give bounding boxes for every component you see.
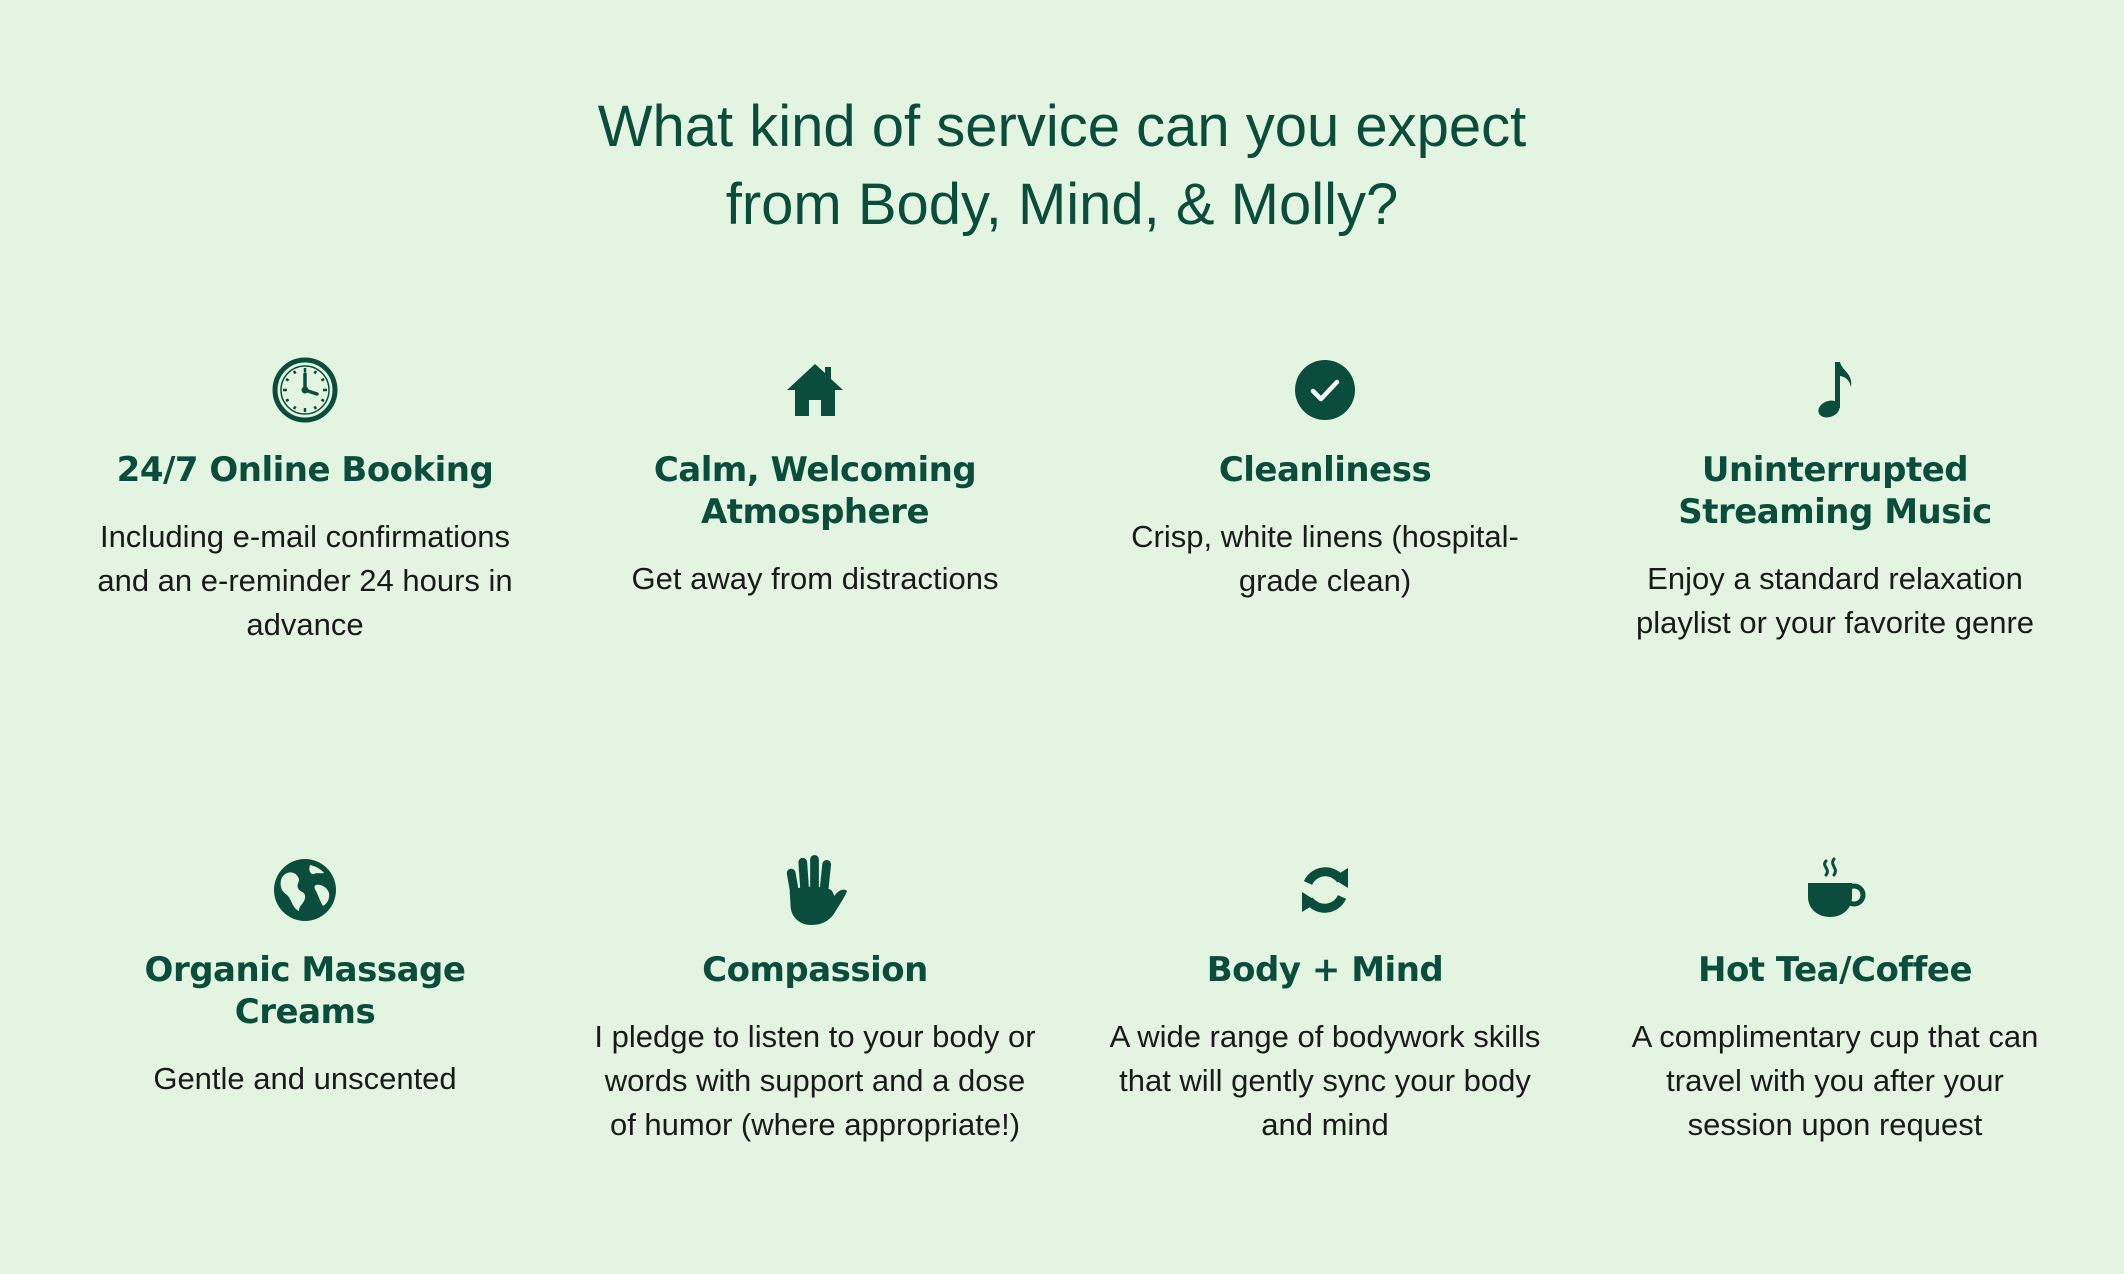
feature-title: Calm, Welcoming Atmosphere bbox=[653, 450, 977, 532]
section-title-line-1: What kind of service can you expect bbox=[597, 94, 1527, 159]
refresh-icon bbox=[1290, 855, 1360, 925]
feature-description: Gentle and unscented bbox=[153, 1061, 457, 1096]
feature-title: Hot Tea/Coffee bbox=[1697, 950, 1972, 990]
coffee-cup-icon bbox=[1800, 855, 1870, 925]
feature-description: Including e-mail confirmations and an e-reminder 24 hours in advance bbox=[97, 519, 513, 642]
feature-compassion bbox=[560, 855, 1070, 1215]
feature-description: A complimentary cup that can travel with you after your session upon request bbox=[1631, 1019, 2039, 1142]
feature-description: Crisp, white linens (hospital-grade clean) bbox=[1131, 519, 1519, 598]
clock-icon bbox=[270, 355, 340, 425]
feature-description: Enjoy a standard relaxation playlist or your favorite genre bbox=[1635, 561, 2035, 640]
feature-title: Cleanliness bbox=[1218, 450, 1432, 490]
feature-title: Uninterrupted Streaming Music bbox=[1678, 450, 1992, 532]
globe-icon bbox=[270, 855, 340, 925]
feature-hot-tea-coffee bbox=[1580, 855, 2090, 1215]
feature-body-mind bbox=[1070, 855, 1580, 1215]
feature-description: A wide range of bodywork skills that will gently sync your body and mind bbox=[1109, 1019, 1541, 1142]
home-icon bbox=[780, 355, 850, 425]
features-grid bbox=[50, 355, 2090, 1215]
feature-title: Compassion bbox=[702, 950, 928, 990]
feature-massage-creams bbox=[50, 855, 560, 1215]
feature-cleanliness bbox=[1070, 355, 1580, 855]
feature-online-booking bbox=[50, 355, 560, 855]
feature-music bbox=[1580, 355, 2090, 855]
feature-title: Organic Massage Creams bbox=[144, 950, 466, 1032]
section-title bbox=[0, 88, 2124, 244]
section-title-line-2: from Body, Mind, & Molly? bbox=[725, 172, 1399, 237]
check-circle-icon bbox=[1290, 355, 1360, 425]
feature-description: I pledge to listen to your body or words with support and a dose of humor (where appropriate!) bbox=[594, 1019, 1036, 1142]
feature-title: Body + Mind bbox=[1206, 950, 1444, 990]
hand-icon bbox=[780, 855, 850, 925]
music-note-icon bbox=[1800, 355, 1870, 425]
feature-atmosphere bbox=[560, 355, 1070, 855]
feature-title: 24/7 Online Booking bbox=[116, 450, 494, 490]
feature-description: Get away from distractions bbox=[631, 561, 999, 596]
